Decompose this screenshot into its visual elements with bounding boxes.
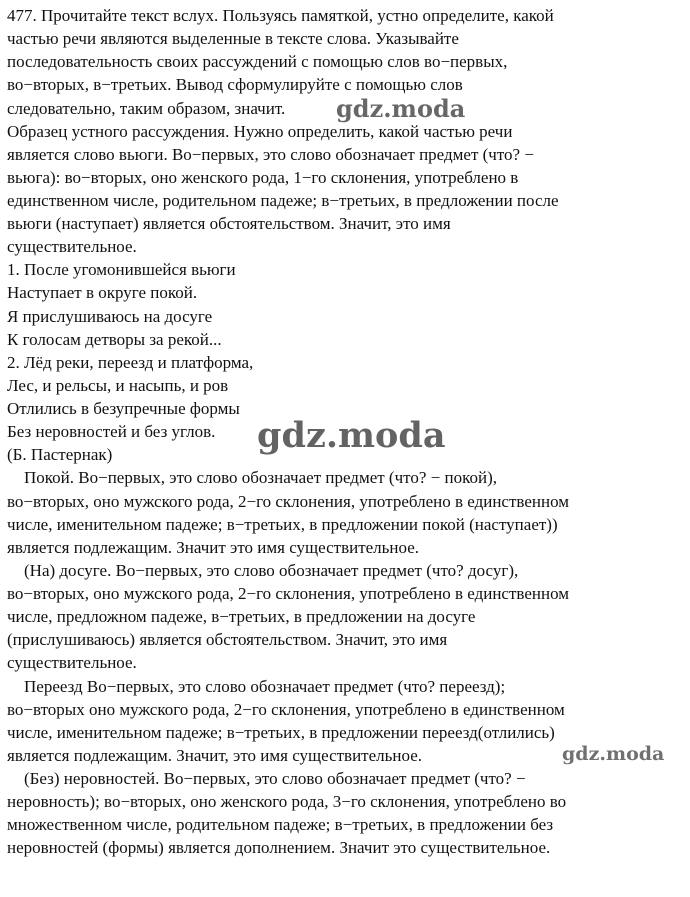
text-line: неровность); во−вторых, оно женского рода, 3−го склонения, употреблено во xyxy=(7,792,567,812)
watermark: gdz.moda xyxy=(562,743,665,765)
text-line: (Б. Пастернак) xyxy=(7,445,113,465)
text-line: 1. После угомонившейся вьюги xyxy=(7,260,236,280)
text-line: во−вторых, оно мужского рода, 2−го склонения, употреблено в единственном xyxy=(7,584,570,603)
text-line: числе, предложном падеже, в−третьих, в предложении на досуге xyxy=(7,607,476,627)
text-line: во−вторых, в−третьих. Вывод сформулируйте с помощью слов xyxy=(7,75,463,95)
text-line: 477. Прочитайте текст вслух. Пользуясь памяткой, устно определите, какой xyxy=(7,6,554,25)
text-line: числе, именительном падеже; в−третьих, в предложении покой (наступает)) xyxy=(7,514,558,534)
text-line: (Без) неровностей. Во−первых, это слово обозначает предмет (что? − xyxy=(7,769,526,788)
text-line: (На) досуге. Во−первых, это слово обозначает предмет (что? досуг), xyxy=(7,560,519,580)
text-line: Без неровностей и без углов. xyxy=(7,422,216,442)
text-line: Покой. Во−первых, это слово обозначает предмет (что? − покой), xyxy=(7,468,497,488)
text-line: единственном числе, родительном падеже; в−третьих, в предложении после xyxy=(7,191,559,210)
watermark: gdz.moda xyxy=(336,94,466,123)
text-line: является подлежащим. Значит это имя существительное. xyxy=(7,537,420,557)
text-line: существительное. xyxy=(7,653,137,673)
text-line: вьюги (наступает) является обстоятельством. Значит, это имя xyxy=(7,214,451,234)
text-line: 2. Лёд реки, переезд и платформа, xyxy=(7,352,254,372)
text-line: является подлежащим. Значит, это имя существительное. xyxy=(7,745,422,765)
text-line: Отлились в безупречные формы xyxy=(7,399,240,418)
text-line: во−вторых оно мужского рода, 2−го склонения, употреблено в единственном xyxy=(7,699,565,719)
text-line: (прислушиваюсь) является обстоятельством. Значит, это имя xyxy=(7,630,448,650)
text-line: Образец устного рассуждения. Нужно определить, какой частью речи xyxy=(7,121,513,141)
text-line: во−вторых, оно мужского рода, 2−го склонения, употреблено в единственном xyxy=(7,491,570,511)
text-line: последовательность своих рассуждений с помощью слов во−первых, xyxy=(7,52,508,72)
watermark: gdz.moda xyxy=(257,415,446,456)
text-line: Я прислушиваюсь на досуге xyxy=(7,306,213,326)
text-line: неровностей (формы) является дополнением. Значит это существительное. xyxy=(7,838,551,858)
text-line: Наступает в округе покой. xyxy=(7,283,198,303)
text-line: числе, именительном падеже; в−третьих, в предложении переезд(отлились) xyxy=(7,722,555,742)
text-line: Переезд Во−первых, это слово обозначает предмет (что? переезд); xyxy=(7,676,506,696)
text-line: существительное. xyxy=(7,237,137,257)
text-line: следовательно, таким образом, значит. xyxy=(7,98,286,118)
text-line: К голосам детворы за рекой... xyxy=(7,329,222,349)
text-line: Лес, и рельсы, и насыпь, и ров xyxy=(7,375,229,395)
text-line: вьюга): во−вторых, оно женского рода, 1−го склонения, употреблено в xyxy=(7,167,519,187)
text-line: является слово вьюги. Во−первых, это слово обозначает предмет (что? − xyxy=(7,144,534,164)
text-line: множественном числе, родительном падеже; в−третьих, в предложении без xyxy=(7,815,554,835)
text-line: частью речи являются выделенные в тексте слова. Указывайте xyxy=(7,29,459,49)
